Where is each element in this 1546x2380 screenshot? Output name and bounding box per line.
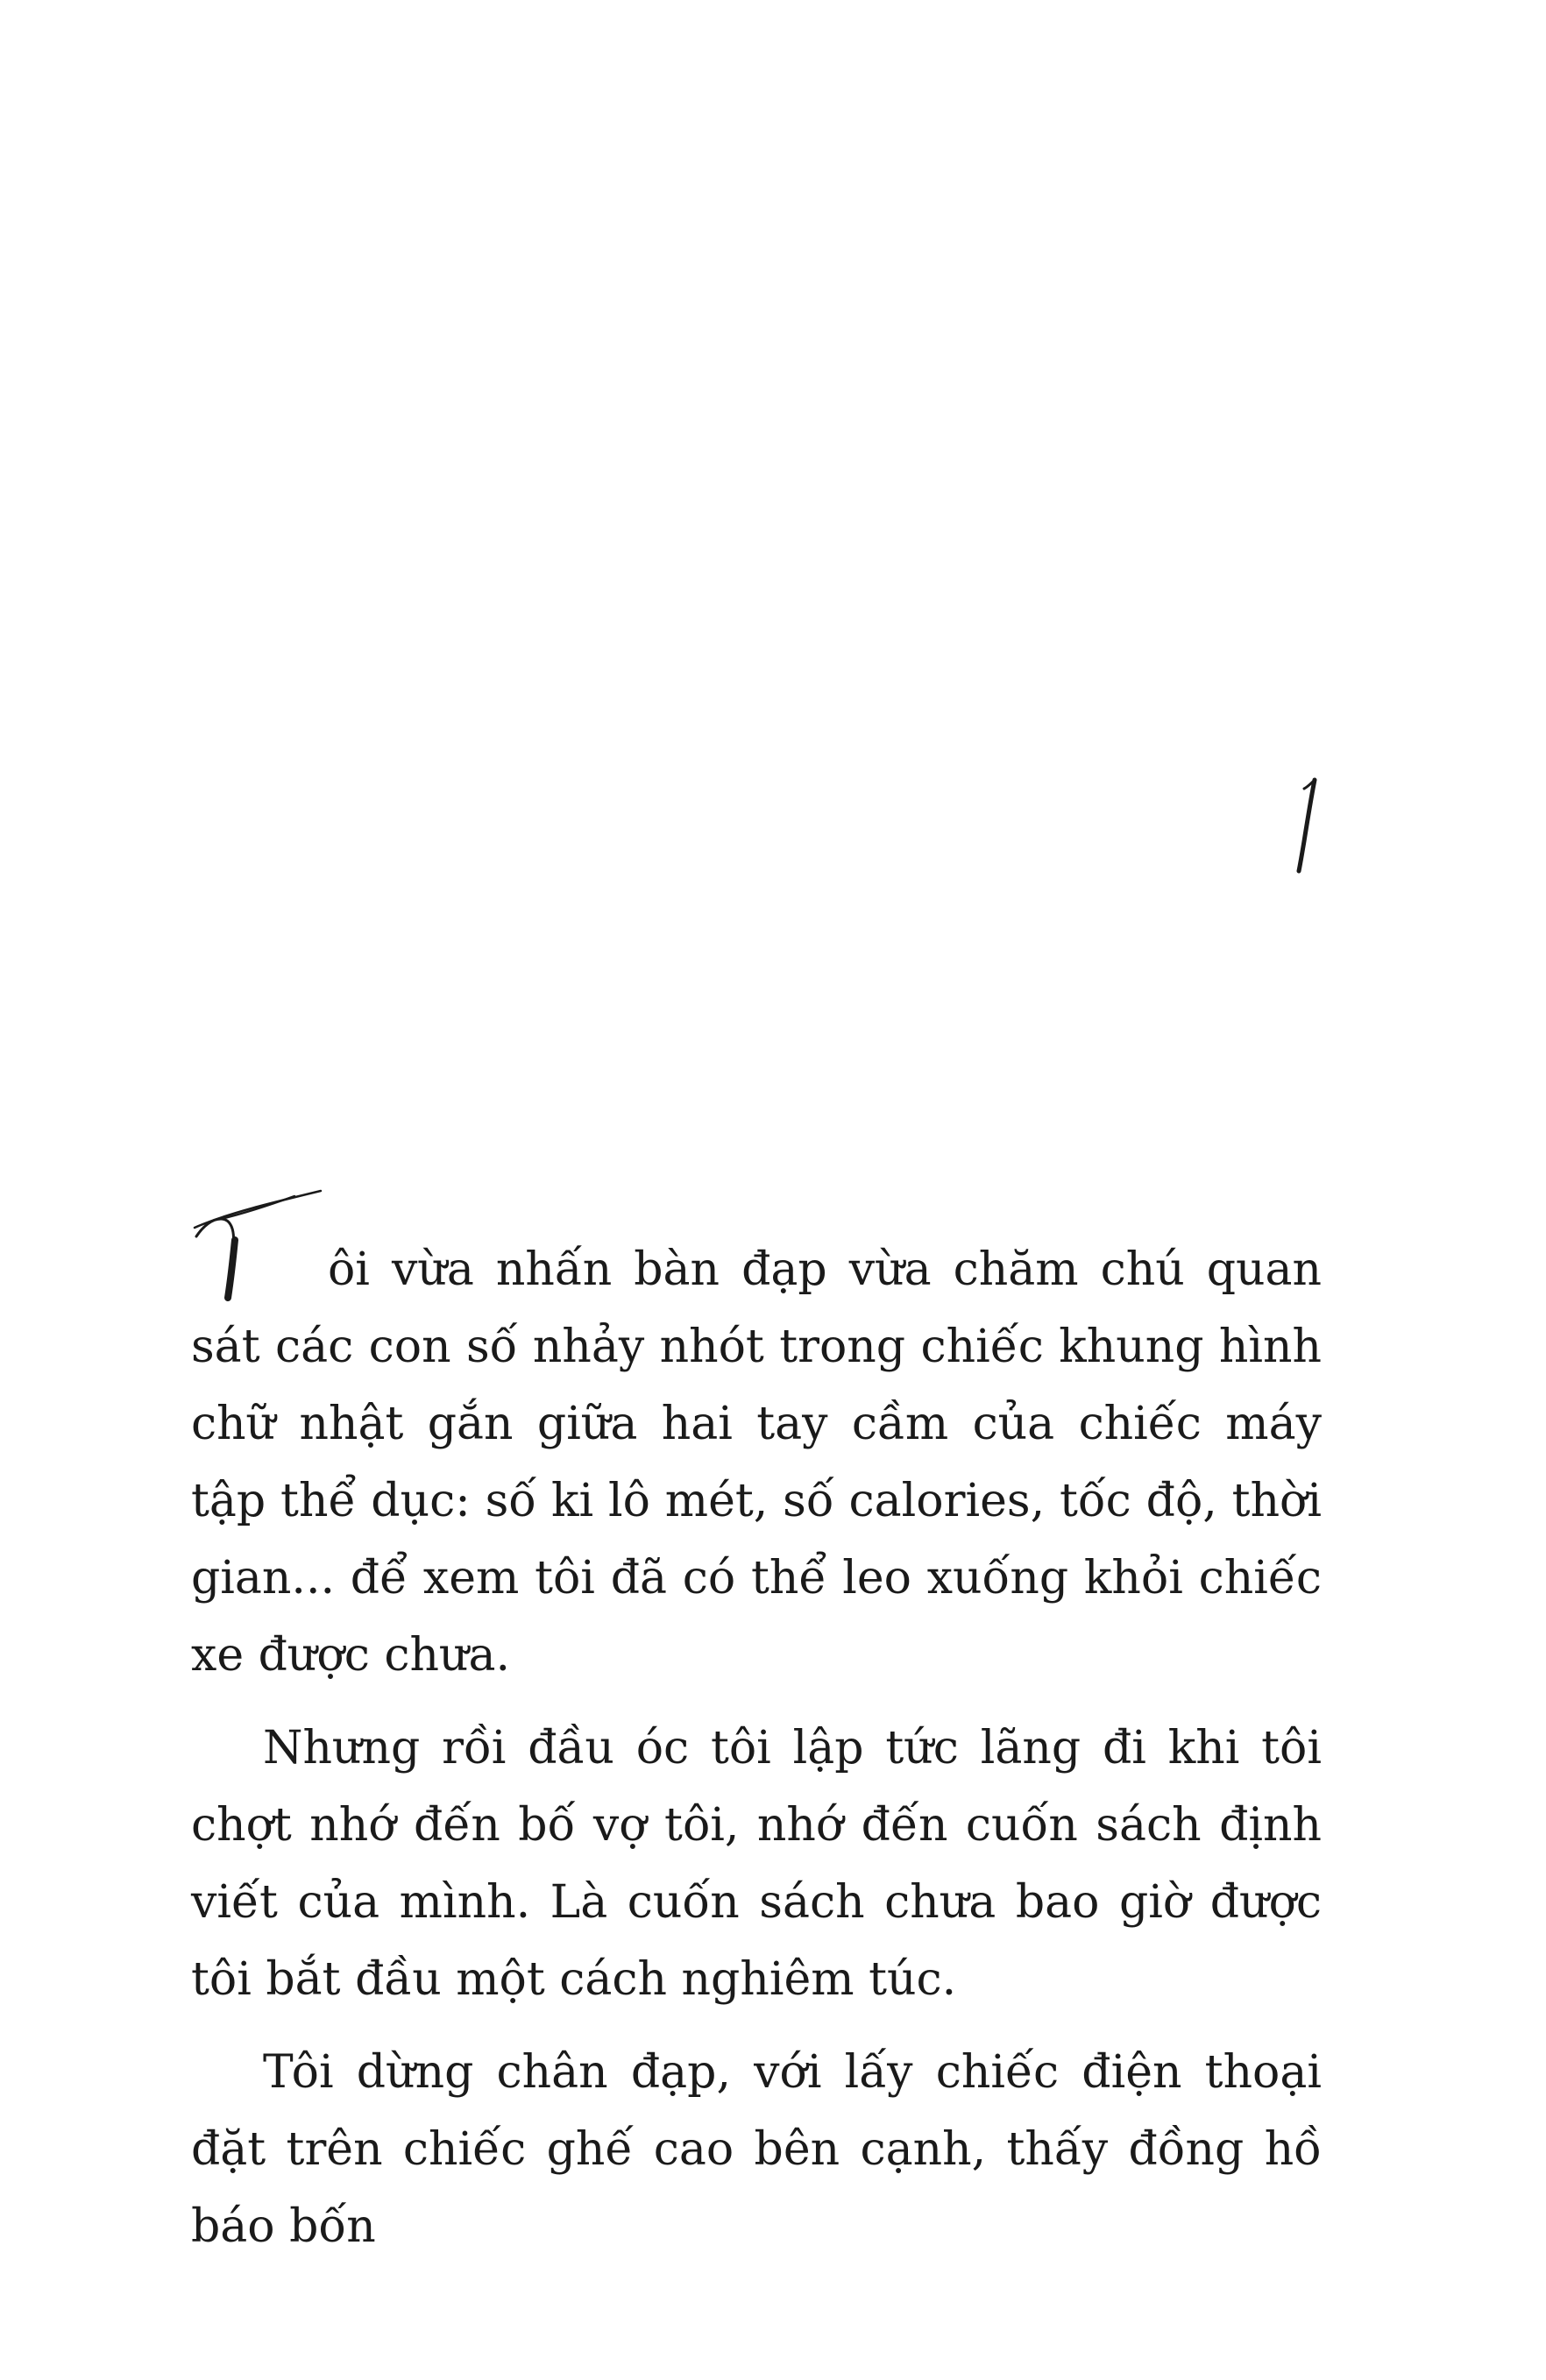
drop-cap xyxy=(191,1187,323,1286)
chapter-body xyxy=(191,1231,1322,2265)
drop-cap-glyph xyxy=(191,1187,323,1301)
chapter-number xyxy=(1281,771,1334,876)
paragraph-1 xyxy=(191,1231,1322,1694)
chapter-number-glyph xyxy=(1281,771,1334,876)
paragraph-1-text: ôi vừa nhấn bàn đạp vừa chăm chú quan sát các con số nhảy nhót trong chiếc khung hình chữ nhật gắn giữa hai tay cầm của chiếc máy tập thể dục: số ki lô mét, số calories, tốc độ, thời gian... để xem tôi đã có thể leo xuống khỏi chiếc xe được chưa. xyxy=(191,1243,1322,1682)
paragraph-2: Nhưng rồi đầu óc tôi lập tức lãng đi khi tôi chợt nhớ đến bố vợ tôi, nhớ đến cuốn sách định viết của mình. Là cuốn sách chưa bao giờ được tôi bắt đầu một cách nghiêm túc. xyxy=(191,1722,1322,2006)
paragraph-3: Tôi dừng chân đạp, với lấy chiếc điện thoại đặt trên chiếc ghế cao bên cạnh, thấy đồng hồ báo bốn xyxy=(191,2046,1322,2253)
